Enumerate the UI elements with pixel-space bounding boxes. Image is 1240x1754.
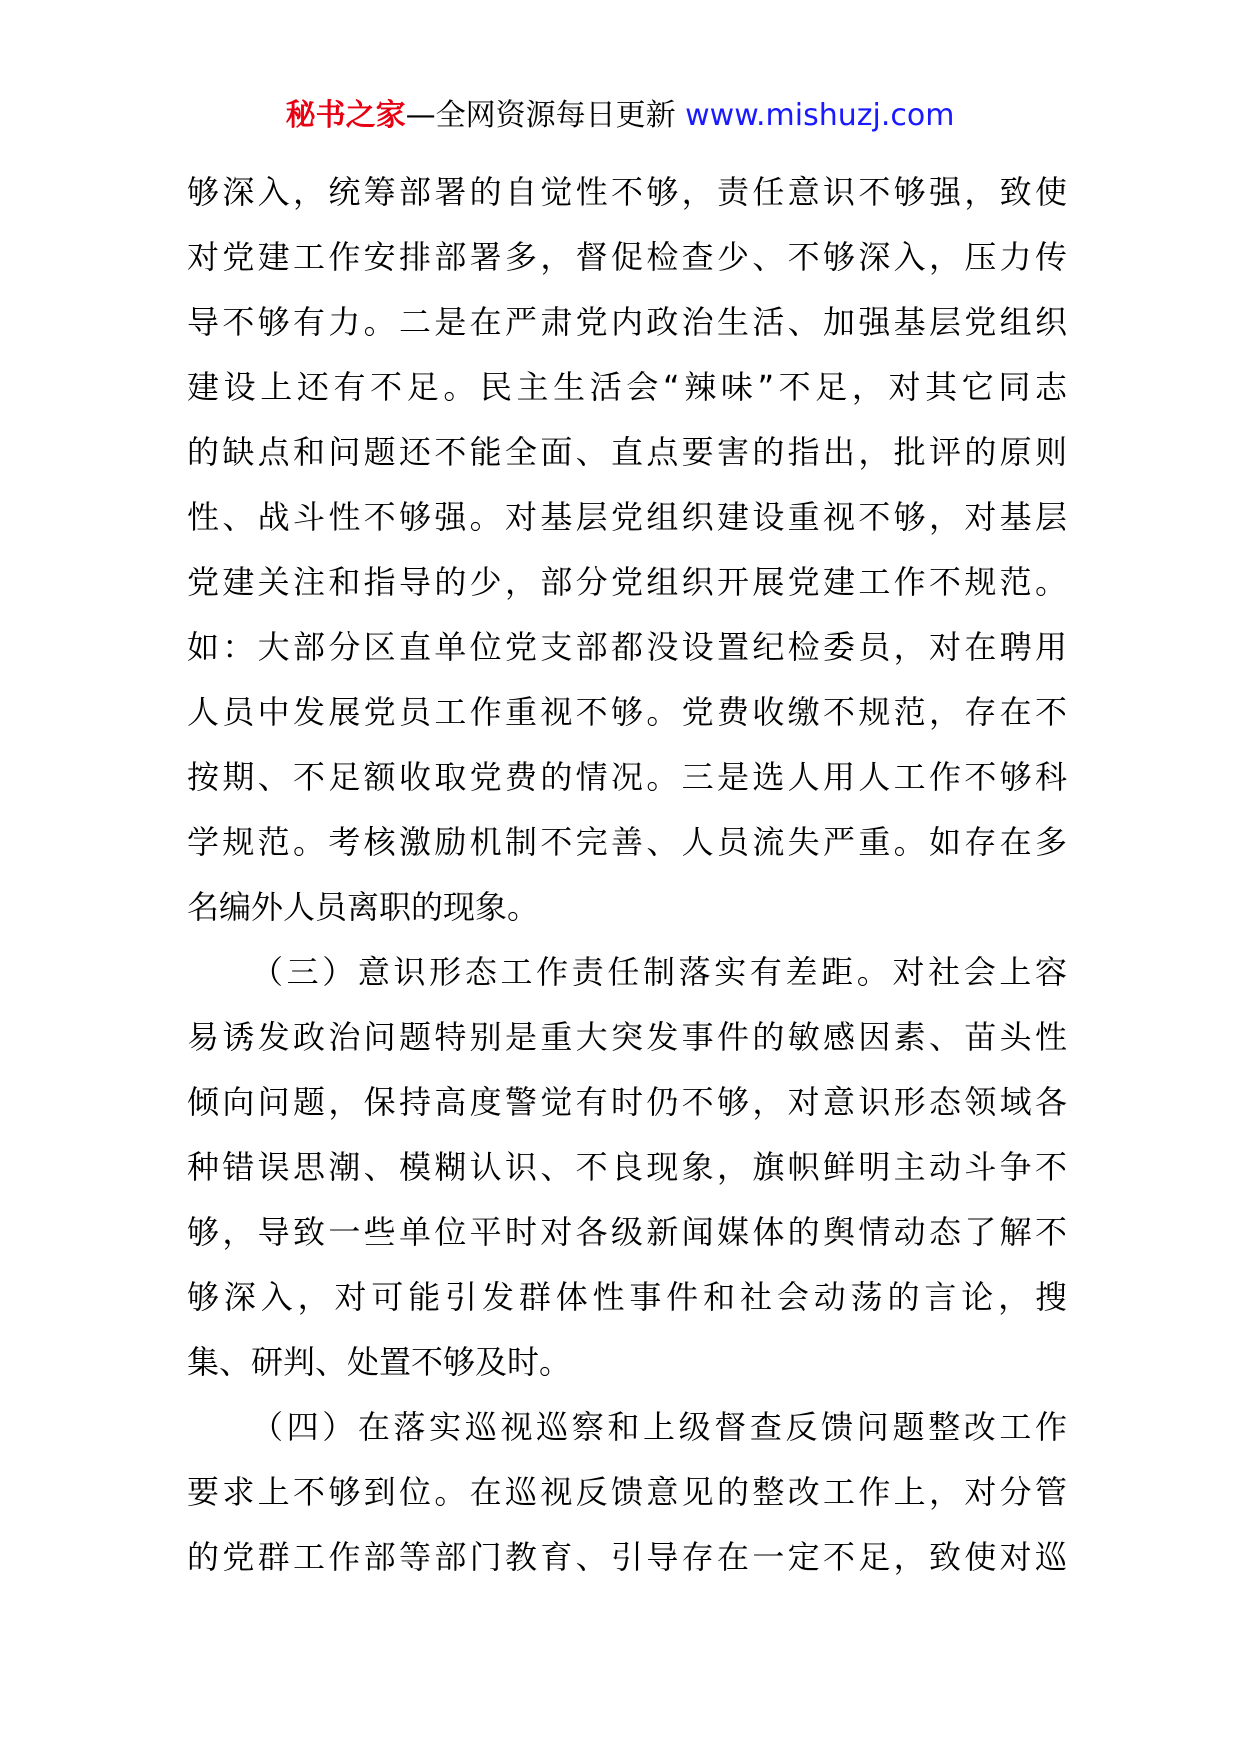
text-line: 易诱发政治问题特别是重大突发事件的敏感因素、苗头性 <box>187 1018 1067 1056</box>
section-heading-line: （四）在落实巡视巡察和上级督查反馈问题整改工作 <box>251 1408 1067 1446</box>
text-line: 够深入，统筹部署的自觉性不够，责任意识不够强，致使 <box>187 173 1067 211</box>
text-line: 党建关注和指导的少，部分党组织开展党建工作不规范。 <box>187 563 1067 601</box>
header-url-link[interactable]: www.mishuzj.com <box>685 98 955 133</box>
text-line: 建设上还有不足。民主生活会“辣味”不足，对其它同志 <box>187 368 1067 406</box>
header-brand: 秘书之家 <box>285 98 406 133</box>
text-line: 的党群工作部等部门教育、引导存在一定不足，致使对巡 <box>187 1538 1067 1576</box>
text-line: 倾向问题，保持高度警觉有时仍不够，对意识形态领域各 <box>187 1083 1067 1121</box>
text-line: 够深入，对可能引发群体性事件和社会动荡的言论，搜 <box>187 1278 1067 1316</box>
text-line: 按期、不足额收取党费的情况。三是选人用人工作不够科 <box>187 758 1067 796</box>
text-line: 如：大部分区直单位党支部都没设置纪检委员，对在聘用 <box>187 628 1067 666</box>
text-line: 对党建工作安排部署多，督促检查少、不够深入，压力传 <box>187 238 1067 276</box>
header-tagline: —全网资源每日更新 <box>405 98 686 133</box>
text-line: 学规范。考核激励机制不完善、人员流失严重。如存在多 <box>187 823 1067 861</box>
text-line: 名编外人员离职的现象。 <box>187 888 540 926</box>
text-line: 要求上不够到位。在巡视反馈意见的整改工作上，对分管 <box>187 1473 1067 1511</box>
text-line: 种错误思潮、模糊认识、不良现象，旗帜鲜明主动斗争不 <box>187 1148 1067 1186</box>
text-line: 性、战斗性不够强。对基层党组织建设重视不够，对基层 <box>187 498 1067 536</box>
text-line: 导不够有力。二是在严肃党内政治生活、加强基层党组织 <box>187 303 1067 341</box>
document-body <box>187 160 1067 1590</box>
page-header <box>0 96 1240 136</box>
section-heading-line: （三）意识形态工作责任制落实有差距。对社会上容 <box>251 953 1067 991</box>
text-line: 集、研判、处置不够及时。 <box>187 1343 572 1381</box>
text-line: 人员中发展党员工作重视不够。党费收缴不规范，存在不 <box>187 693 1067 731</box>
text-line: 的缺点和问题还不能全面、直点要害的指出，批评的原则 <box>187 433 1067 471</box>
text-line: 够，导致一些单位平时对各级新闻媒体的舆情动态了解不 <box>187 1213 1067 1251</box>
